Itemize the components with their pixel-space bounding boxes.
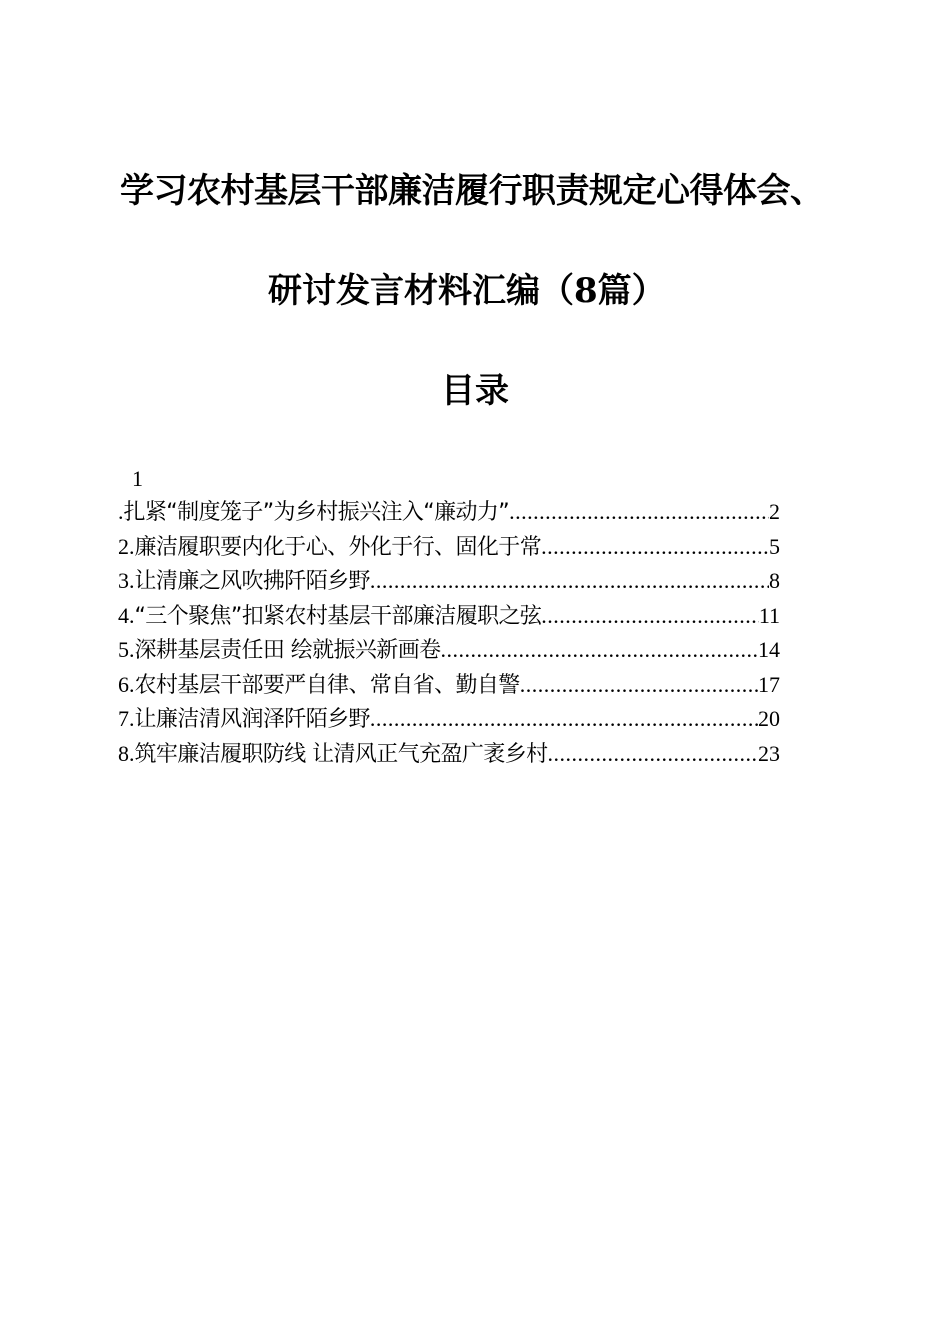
toc-entry-3[interactable] xyxy=(118,564,780,599)
toc-first-marker: 1 xyxy=(132,466,143,491)
toc-entry-8[interactable] xyxy=(118,737,780,772)
toc-entry-title: 深耕基层责任田 绘就振兴新画卷 xyxy=(134,638,441,663)
toc-entry-page: 23 xyxy=(758,740,780,766)
toc-dot-leader xyxy=(520,668,758,703)
toc-entry-number: 8. xyxy=(118,740,135,766)
document-title-line-1: 学习农村基层干部廉洁履行职责规定心得体会、 xyxy=(120,171,824,211)
toc-entry-page: 11 xyxy=(758,602,780,628)
toc-entry-number: 7. xyxy=(118,706,135,731)
toc-dot-leader xyxy=(548,737,759,772)
toc-entry-page: 14 xyxy=(758,637,780,662)
toc-entry-number: 4. xyxy=(118,602,135,628)
toc-dot-leader xyxy=(541,599,759,634)
toc-entry-title: 廉洁履职要内化于心、外化于行、固化于常 xyxy=(134,534,542,560)
toc-entry-4[interactable] xyxy=(118,599,780,634)
toc-entry-2[interactable] xyxy=(118,530,780,565)
toc-entry-number: 6. xyxy=(118,671,135,697)
toc-entry-page: 5 xyxy=(769,533,780,559)
toc-dot-leader xyxy=(509,495,769,530)
toc-entry-number: 5. xyxy=(118,637,135,662)
document-title-line-2: 研讨发言材料汇编（8篇） xyxy=(268,271,666,311)
toc-entry-page: 8 xyxy=(769,568,780,593)
toc-entry-number: . xyxy=(118,499,124,524)
toc-entry-page: 20 xyxy=(758,706,780,731)
toc-entry-5[interactable] xyxy=(118,633,780,668)
toc-entry-title: 扎紧“制度笼子”为乡村振兴注入“廉动力” xyxy=(123,500,510,525)
toc-dot-leader xyxy=(541,530,769,565)
toc-entry-title: 农村基层干部要严自律、常自省、勤自警 xyxy=(134,672,520,698)
toc-entry-7[interactable] xyxy=(118,702,780,737)
toc-entry-6[interactable] xyxy=(118,668,780,703)
toc-entry-1[interactable] xyxy=(118,495,780,530)
toc-entry-page: 17 xyxy=(758,671,780,697)
toc-entry-number: 3. xyxy=(118,568,135,593)
toc-dot-leader xyxy=(370,702,758,737)
toc-entry-title: 让廉洁清风润泽阡陌乡野 xyxy=(134,707,370,732)
toc-heading: 目录 xyxy=(441,371,509,411)
toc-entry-number: 2. xyxy=(118,533,135,559)
table-of-contents xyxy=(118,463,780,771)
toc-dot-leader xyxy=(370,564,769,599)
toc-entry-title: “三个聚焦”扣紧农村基层干部廉洁履职之弦 xyxy=(134,603,542,629)
toc-dot-leader xyxy=(441,633,759,668)
toc-entry-title: 筑牢廉洁履职防线 让清风正气充盈广袤乡村 xyxy=(134,741,548,767)
toc-entry-title: 让清廉之风吹拂阡陌乡野 xyxy=(134,569,370,594)
toc-entry-page: 2 xyxy=(769,499,780,524)
